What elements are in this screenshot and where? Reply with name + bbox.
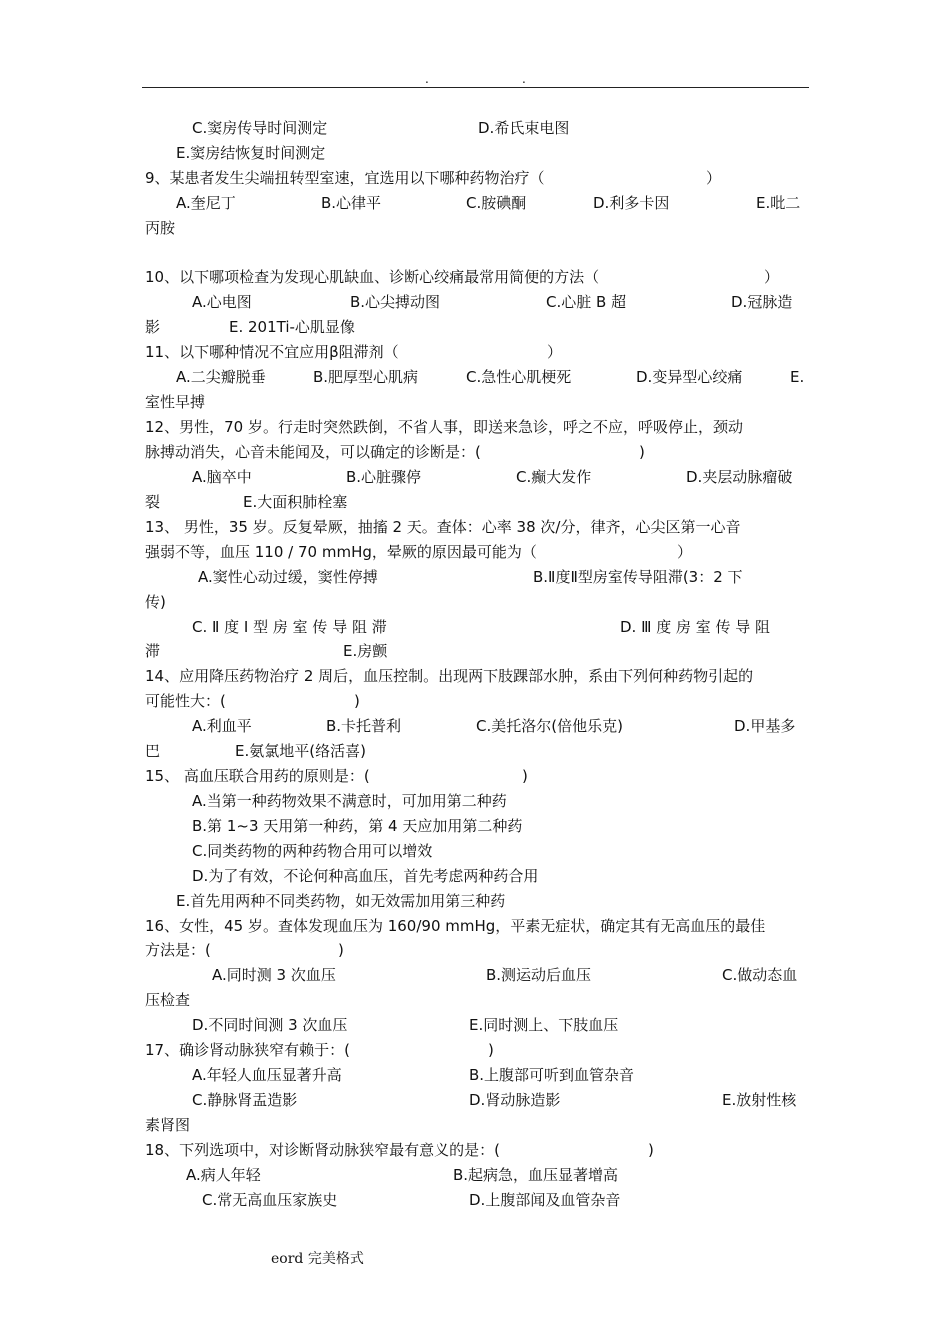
text-line-l42b: B.起病急，血压显著增高 [453, 1166, 619, 1184]
text-line-l14a: A.脑卒中 [192, 468, 252, 486]
page-footer: eord 完美格式 [271, 1251, 364, 1267]
text-line-l16: 13、 男性，35 岁。反复晕厥，抽搐 2 天。查体：心率 38 次/分，律齐，心尖区第一心音 [145, 518, 741, 536]
text-line-l09b: ） [547, 343, 563, 361]
text-line-l39a: C.静脉肾盂造影 [192, 1091, 298, 1109]
text-line-l04e: E.吡二 [756, 194, 801, 212]
text-line-l25a: 巴 [145, 742, 161, 760]
text-line-l06b: ） [764, 268, 780, 286]
text-line-l38a: A.年轻人血压显著升高 [192, 1066, 342, 1084]
text-line-l02: E.窦房结恢复时间测定 [176, 144, 326, 162]
text-line-l12: 12、男性，70 岁。行走时突然跌倒，不省人事，即送来急诊，呼之不应，呼吸停止，颈动 [145, 418, 743, 436]
text-line-l36b: E.同时测上、下肢血压 [469, 1016, 619, 1034]
text-line-l18a: A.窦性心动过缓，窦性停搏 [198, 568, 378, 586]
text-line-l41a: 18、下列选项中，对诊断肾动脉狭窄最有意义的是：( [145, 1141, 500, 1159]
text-line-l08b: E. 201Ti-心肌显像 [229, 318, 355, 336]
text-line-l37b: ) [488, 1041, 494, 1059]
header-dot-left: . [425, 72, 429, 86]
text-line-l10d: D.变异型心绞痛 [636, 368, 743, 386]
text-line-l08a: 影 [145, 318, 161, 336]
text-line-l42a: A.病人年轻 [186, 1166, 261, 1184]
text-line-l41b: ) [648, 1141, 654, 1159]
text-line-l10e: E. [790, 368, 805, 386]
text-line-l09a: 11、以下哪种情况不宜应用β阻滞剂（ [145, 343, 399, 361]
text-line-l03b: ） [706, 169, 722, 187]
text-line-l15a: 裂 [145, 493, 161, 511]
text-line-l24b: B.卡托普利 [326, 717, 402, 735]
text-line-l17a: 强弱不等，血压 110 / 70 mmHg，晕厥的原因最可能为（ [145, 543, 537, 561]
text-line-l17b: ） [677, 543, 693, 561]
text-line-l04c: C.胺碘酮 [466, 194, 527, 212]
text-line-l24a: A.利血平 [192, 717, 252, 735]
text-line-l13b: ) [639, 443, 645, 461]
text-line-l10a: A.二尖瓣脱垂 [176, 368, 266, 386]
text-line-l36a: D.不同时间测 3 次血压 [192, 1016, 348, 1034]
text-line-l14d: D.夹层动脉瘤破 [686, 468, 793, 486]
text-line-l01b: D.希氏束电图 [478, 119, 570, 137]
text-line-l04b: B.心律平 [321, 194, 382, 212]
text-line-l14b: B.心脏骤停 [346, 468, 422, 486]
text-line-l20a: C. Ⅱ 度 Ⅰ 型 房 室 传 导 阻 滞 [192, 618, 387, 636]
text-line-l24d: D.甲基多 [734, 717, 796, 735]
text-line-l03a: 9、某患者发生尖端扭转型室速，宜选用以下哪种药物治疗（ [145, 169, 545, 187]
text-line-l07a: A.心电图 [192, 293, 252, 311]
text-line-l05: 丙胺 [145, 219, 176, 237]
text-line-l43a: C.常无高血压家族史 [202, 1191, 338, 1209]
text-line-l25b: E.氨氯地平(络活喜) [235, 742, 366, 760]
text-line-l39c: E.放射性核 [722, 1091, 797, 1109]
text-line-l19: 传) [145, 593, 166, 611]
text-line-l14c: C.癫大发作 [516, 468, 592, 486]
text-line-l23a: 可能性大：( [145, 692, 226, 710]
text-line-l10b: B.肥厚型心肌病 [313, 368, 419, 386]
text-line-l33b: ) [338, 941, 344, 959]
text-line-l37a: 17、确诊肾动脉狭窄有赖于：( [145, 1041, 350, 1059]
text-line-l40: 素肾图 [145, 1116, 191, 1134]
text-line-l34b: B.测运动后血压 [486, 966, 592, 984]
text-line-l39b: D.肾动脉造影 [469, 1091, 561, 1109]
text-line-l11: 室性早搏 [145, 393, 206, 411]
text-line-l04a: A.奎尼丁 [176, 194, 236, 212]
text-line-l15b: E.大面积肺栓塞 [243, 493, 348, 511]
text-line-l07d: D.冠脉造 [731, 293, 793, 311]
text-line-l28: B.第 1~3 天用第一种药，第 4 天应加用第二种药 [192, 817, 523, 835]
text-line-l23b: ) [354, 692, 360, 710]
text-line-l24c: C.美托洛尔(倍他乐克) [476, 717, 623, 735]
text-line-l21a: 滞 [145, 642, 161, 660]
text-line-l10c: C.急性心肌梗死 [466, 368, 572, 386]
header-dot-right: . [522, 72, 526, 86]
text-line-l07c: C.心脏 B 超 [546, 293, 627, 311]
text-line-l38b: B.上腹部可听到血管杂音 [469, 1066, 635, 1084]
text-line-l18b: B.Ⅱ度Ⅱ型房室传导阻滞(3：2 下 [533, 568, 743, 586]
text-line-l22: 14、应用降压药物治疗 2 周后，血压控制。出现两下肢踝部水肿，系由下列何种药物引起的 [145, 667, 754, 685]
text-line-l20b: D. Ⅲ 度 房 室 传 导 阻 [620, 618, 771, 636]
text-line-l06a: 10、以下哪项检查为发现心肌缺血、诊断心绞痛最常用简便的方法（ [145, 268, 600, 286]
text-line-l13a: 脉搏动消失，心音未能闻及，可以确定的诊断是：( [145, 443, 481, 461]
text-line-l07b: B.心尖搏动图 [350, 293, 441, 311]
text-line-l30: D.为了有效，不论何种高血压，首先考虑两种药合用 [192, 867, 539, 885]
text-line-l27: A.当第一种药物效果不满意时，可加用第二种药 [192, 792, 507, 810]
text-line-l32: 16、女性，45 岁。查体发现血压为 160/90 mmHg，平素无症状，确定其有无高血压的最佳 [145, 917, 766, 935]
text-line-l31: E.首先用两种不同类药物，如无效需加用第三种药 [176, 892, 506, 910]
text-line-l04d: D.利多卡因 [593, 194, 670, 212]
text-line-l34a: A.同时测 3 次血压 [212, 966, 336, 984]
text-line-l01a: C.窦房传导时间测定 [192, 119, 328, 137]
text-line-l21b: E.房颤 [343, 642, 388, 660]
text-line-l26b: ) [522, 767, 528, 785]
header-rule [142, 87, 809, 88]
text-line-l29: C.同类药物的两种药物合用可以增效 [192, 842, 433, 860]
text-line-l33a: 方法是：( [145, 941, 211, 959]
text-line-l34c: C.做动态血 [722, 966, 798, 984]
text-line-l43b: D.上腹部闻及血管杂音 [469, 1191, 621, 1209]
text-line-l35: 压检查 [145, 991, 191, 1009]
text-line-l26a: 15、 高血压联合用药的原则是：( [145, 767, 370, 785]
